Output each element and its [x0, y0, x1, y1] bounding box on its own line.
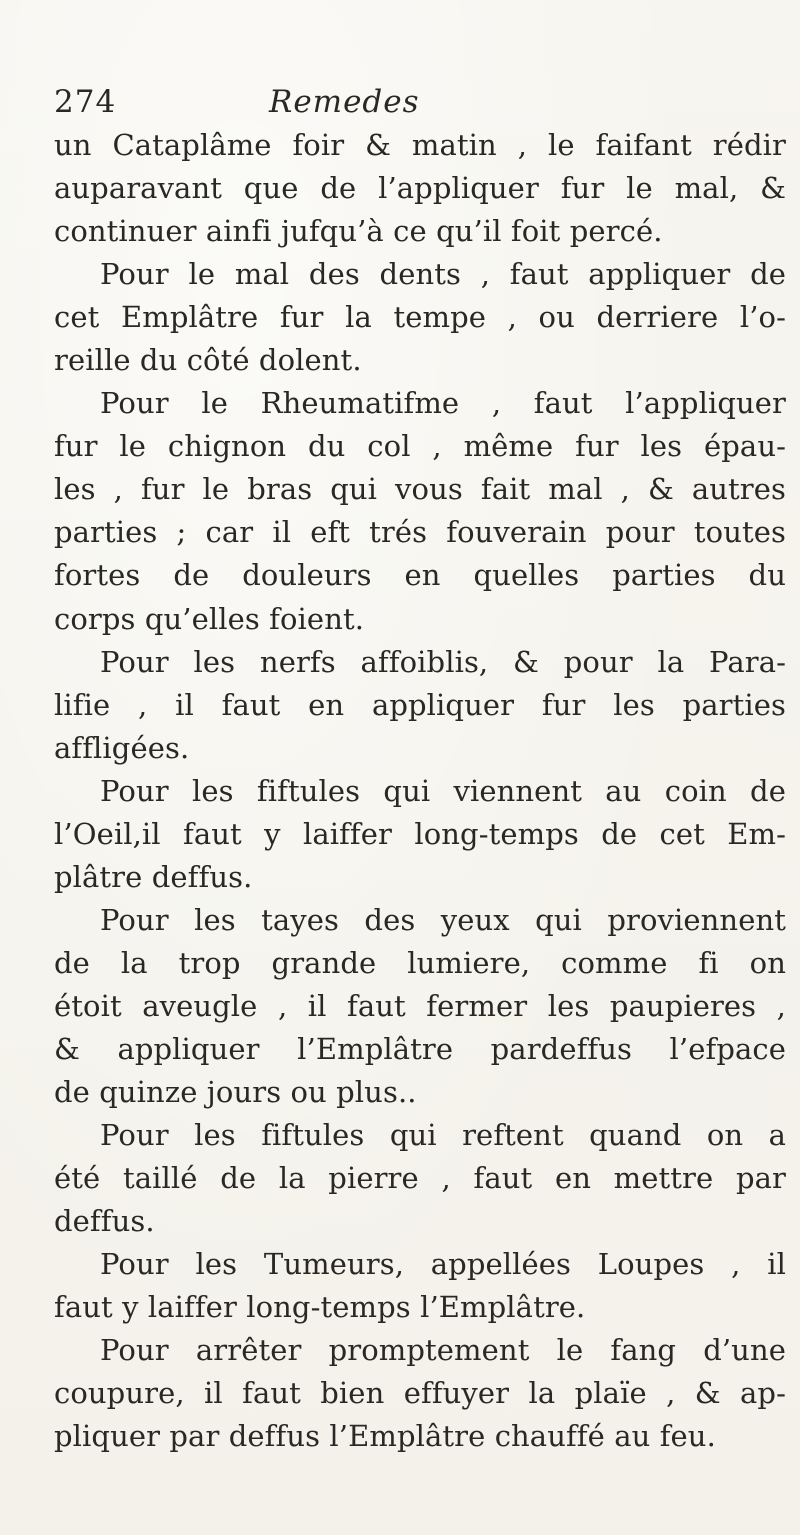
text-line: plâtre deffus. [54, 859, 253, 894]
text-line: faut y laiffer long-temps l’Emplâtre. [54, 1290, 586, 1325]
running-title: Remedes [269, 84, 420, 120]
text-line: Pour les nerfs affoiblis, & pour la Para- [100, 644, 786, 679]
text-line: corps qu’elles foient. [54, 601, 365, 636]
text-line: Pour les fiftules qui viennent au coin de [100, 773, 786, 808]
text-line: un Cataplâme foir & matin , le faifant rédir [54, 128, 786, 162]
running-head [54, 84, 574, 124]
text-line: les , fur le bras qui vous fait mal , & autres [54, 472, 786, 507]
text-line: fortes de douleurs en quelles parties du [54, 558, 786, 593]
text-line: coupure, il faut bien effuyer la plaïe , & ap- [54, 1376, 786, 1411]
text-line: deffus. [54, 1204, 155, 1239]
text-line: parties ; car il eft trés fouverain pour toutes [54, 515, 786, 550]
text-line: Pour le mal des dents , faut appliquer de [100, 257, 786, 292]
text-line: Pour les fiftules qui reftent quand on a [100, 1118, 786, 1153]
text-line: auparavant que de l’appliquer fur le mal, & [54, 171, 786, 206]
text-line: continuer ainfi jufqu’à ce qu’il foit percé. [54, 214, 663, 249]
text-line: Pour les Tumeurs, appellées Loupes , il [100, 1247, 786, 1282]
text-line: cet Emplâtre fur la tempe , ou derriere l’o- [54, 300, 786, 335]
text-line: de la trop grande lumiere, comme fi on [54, 945, 786, 980]
text-line: Pour les tayes des yeux qui proviennent [100, 902, 786, 937]
text-line: fur le chignon du col , même fur les épau- [54, 429, 786, 464]
text-line: affligées. [54, 730, 190, 765]
text-line: étoit aveugle , il faut fermer les paupieres , [54, 988, 786, 1023]
body-text [54, 124, 786, 1458]
text-line: Pour le Rheumatifme , faut l’appliquer [100, 386, 786, 421]
text-line: lifie , il faut en appliquer fur les parties [54, 687, 786, 722]
text-line: l’Oeil,il faut y laiffer long-temps de cet Em- [54, 816, 786, 851]
text-line: & appliquer l’Emplâtre pardeffus l’efpace [54, 1031, 786, 1066]
text-line: de quinze jours ou plus.. [54, 1075, 417, 1110]
text-line: reille du côté dolent. [54, 343, 362, 378]
page-number: 274 [54, 84, 117, 120]
text-line: pliquer par deffus l’Emplâtre chauffé au feu. [54, 1419, 716, 1454]
text-line: été taillé de la pierre , faut en mettre par [54, 1161, 786, 1196]
text-line: Pour arrêter promptement le fang d’une [100, 1333, 786, 1368]
